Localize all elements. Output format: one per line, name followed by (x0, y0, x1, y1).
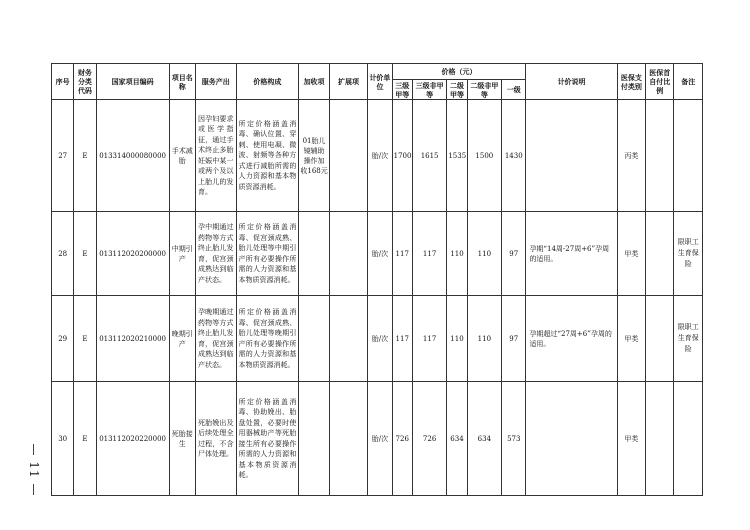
row-name: 手术减胎 (169, 100, 195, 212)
header-expand: 扩展项 (329, 64, 368, 100)
row-extra (299, 212, 329, 296)
row-composition: 所定价格涵盖消毒、确认位置、穿刺、使用电凝、微波、射频等各种方式进行减胎所需的人力资源和基本物质资源消耗。 (236, 100, 299, 212)
header-price-group: 价格（元） (392, 64, 526, 80)
row-price-3a: 117 (392, 212, 412, 296)
row-service: 死胎娩出及后续处理全过程，不含尸体处理。 (195, 382, 236, 496)
header-remarks: 备注 (674, 64, 703, 100)
page-number-text: — 11 — (27, 443, 41, 497)
row-seq: 28 (52, 212, 74, 296)
row-insurance: 甲类 (617, 382, 645, 496)
row-price-3b: 726 (412, 382, 446, 496)
header-level-3b: 三级非甲等 (412, 80, 446, 100)
price-table-sheet (51, 63, 703, 508)
row-composition: 所定价格涵盖消毒、促宫颈成熟、胎儿处理等中期引产所有必要操作所需的人力资源和基本物质资源消耗。 (236, 212, 299, 296)
row-price-2b: 634 (467, 382, 501, 496)
header-level-2b: 二级非甲等 (467, 80, 501, 100)
row-code: 013112020200000 (96, 212, 169, 296)
row-insurance: 丙类 (617, 100, 645, 212)
row-explain: 孕期超过“27周+6”孕周的适用。 (526, 296, 617, 382)
row-seq: 30 (52, 382, 74, 496)
row-insurance: 甲类 (617, 212, 645, 296)
row-seq: 27 (52, 100, 74, 212)
header-code: 国家项目编码 (96, 64, 169, 100)
row-price-3b: 1615 (412, 100, 446, 212)
table-row (52, 296, 703, 382)
row-price-2a: 110 (447, 296, 467, 382)
row-insurance: 甲类 (617, 296, 645, 382)
row-remarks (674, 382, 703, 496)
row-price-1: 1430 (502, 100, 526, 212)
header-level-2a: 二级甲等 (447, 80, 467, 100)
table-row (52, 100, 703, 212)
header-unit: 计价单位 (368, 64, 392, 100)
row-name: 死胎接生 (169, 382, 195, 496)
row-price-2a: 634 (447, 382, 467, 496)
row-price-1: 573 (502, 382, 526, 496)
row-explain: 孕期“14周-27周+6”孕周的适用。 (526, 212, 617, 296)
row-code: 013112020210000 (96, 296, 169, 382)
header-self-pay: 医保首自付比例 (646, 64, 674, 100)
row-service: 孕晚期通过药物等方式终止胎儿发育，促宫颈成熟达到临产状态。 (195, 296, 236, 382)
row-extra: 01胎儿镜辅助操作加收168元 (299, 100, 329, 212)
row-extra (299, 296, 329, 382)
row-remarks (674, 100, 703, 212)
row-name: 晚期引产 (169, 296, 195, 382)
row-service: 因孕妇要求或医学指征，通过手术终止多胎妊娠中某一或两个及以上胎儿的发育。 (195, 100, 236, 212)
table-row (52, 212, 703, 296)
row-price-1: 97 (502, 296, 526, 382)
row-category: E (74, 100, 96, 212)
row-name: 中期引产 (169, 212, 195, 296)
header-seq: 序号 (52, 64, 74, 100)
row-remarks: 限职工生育保险 (674, 296, 703, 382)
row-expand (329, 296, 368, 382)
header-level-3a: 三级甲等 (392, 80, 412, 100)
row-composition: 所定价格涵盖消毒、促宫颈成熟、胎儿处理等晚期引产所有必要操作所需的人力资源和基本物质资源消耗。 (236, 296, 299, 382)
row-price-1: 97 (502, 212, 526, 296)
row-expand (329, 382, 368, 496)
header-name: 项目名称 (169, 64, 195, 100)
row-composition: 所定价格涵盖消毒、协助娩出、胎盘处置，必要时使用器械助产等死胎接生所有必要操作所需的人力资源和基本物质资源消耗。 (236, 382, 299, 496)
row-unit: 胎/次 (368, 382, 392, 496)
row-price-2a: 1535 (447, 100, 467, 212)
header-composition: 价格构成 (236, 64, 299, 100)
page-number (24, 440, 44, 500)
row-code: 013112020220000 (96, 382, 169, 496)
row-price-2b: 110 (467, 296, 501, 382)
row-remarks: 限职工生育保险 (674, 212, 703, 296)
header-level-1: 一级 (502, 80, 526, 100)
row-category: E (74, 296, 96, 382)
row-service: 孕中期通过药物等方式终止胎儿发育，促宫颈成熟达到临产状态。 (195, 212, 236, 296)
row-price-3a: 726 (392, 382, 412, 496)
row-expand (329, 212, 368, 296)
row-seq: 29 (52, 296, 74, 382)
header-explain: 计价说明 (526, 64, 617, 100)
row-price-2b: 1500 (467, 100, 501, 212)
row-unit: 胎/次 (368, 100, 392, 212)
row-expand (329, 100, 368, 212)
header-service: 服务产出 (195, 64, 236, 100)
row-unit: 胎/次 (368, 296, 392, 382)
header-insurance-type: 医保支付类别 (617, 64, 645, 100)
row-self-pay (646, 100, 674, 212)
row-self-pay (646, 296, 674, 382)
row-price-3a: 117 (392, 296, 412, 382)
header-extra: 加收项 (299, 64, 329, 100)
row-explain (526, 382, 617, 496)
row-price-2b: 110 (467, 212, 501, 296)
row-code: 013314000080000 (96, 100, 169, 212)
row-explain (526, 100, 617, 212)
row-price-2a: 110 (447, 212, 467, 296)
row-price-3b: 117 (412, 212, 446, 296)
row-price-3b: 117 (412, 296, 446, 382)
row-category: E (74, 212, 96, 296)
row-category: E (74, 382, 96, 496)
table-row (52, 382, 703, 496)
row-self-pay (646, 212, 674, 296)
row-unit: 胎/次 (368, 212, 392, 296)
price-table (51, 63, 703, 496)
row-extra (299, 382, 329, 496)
row-price-3a: 1700 (392, 100, 412, 212)
row-self-pay (646, 382, 674, 496)
header-category: 财务分类代码 (74, 64, 96, 100)
